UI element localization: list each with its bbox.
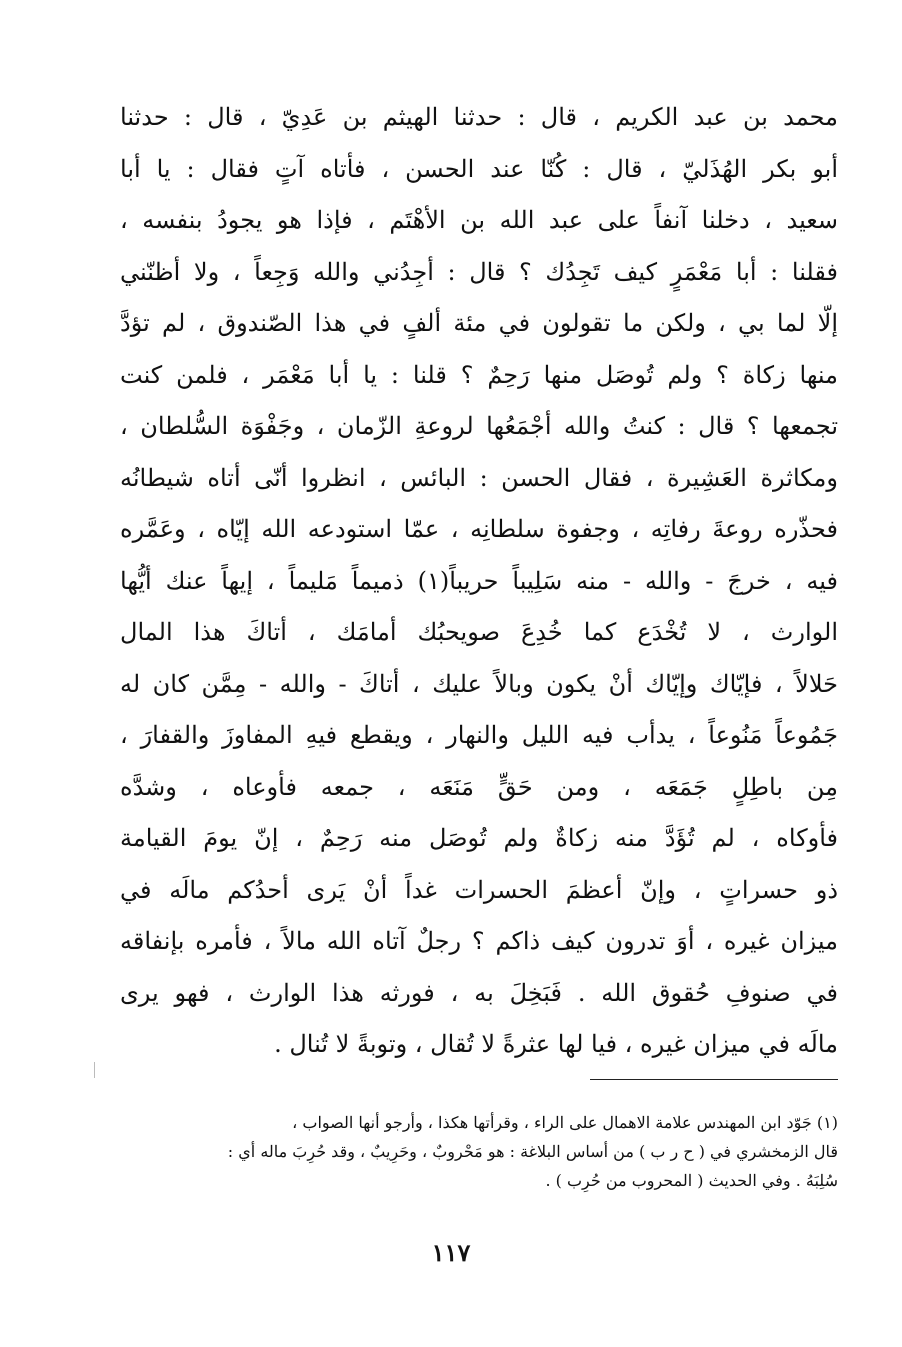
- text-line: ومكاثرة العَشِيرة ، فقال الحسن : البائس ، انظروا أنّى أتاه شيطانُه: [120, 463, 838, 492]
- text-line: ميزان غيره ، أوَ تدرون كيف ذاكم ؟ رجلٌ آتاه الله مالاً ، فأمره بإنفاقه: [120, 927, 838, 955]
- text-line: أبو بكر الهُذَليّ ، قال : كُنّا عند الحسن ، فأتاه آتٍ فقال : يا أبا: [120, 154, 838, 183]
- text-line: مِن باطِلٍ جَمَعَه ، ومن حَقٍّ مَنَعَه ، جمعه فأوعاه ، وشدَّه: [120, 772, 838, 801]
- text-line: ذو حسراتٍ ، وإنّ أعظمَ الحسرات غداً أنْ يَرى أحدُكم مالَه في: [120, 875, 838, 904]
- footnote-line: (١) جَوّد ابن المهندس علامة الاهمال على الراء ، وقرأتها هكذا ، وأرجو أنها الصواب ،: [292, 1113, 838, 1132]
- text-line: سعيد ، دخلنا آنفاً على عبد الله بن الأهْتَم ، فإذا هو يجودُ بنفسه ،: [120, 206, 838, 234]
- text-line: جَمُوعاً مَنُوعاً ، يدأب فيه الليل والنهار ، ويقطع فيهِ المفاوزَ والقفارَ ،: [120, 721, 838, 749]
- text-line: في صنوفِ حُقوق الله . فَبَخِلَ به ، فورثه هذا الوارث ، فهو يرى: [120, 978, 838, 1007]
- footnote-line: سُلِبَهُ . وفي الحديث ( المحروب من حُرِب ) .: [545, 1171, 838, 1190]
- text-line: إلّا لما بي ، ولكن ما تقولون في مئة ألفٍ في هذا الصّندوق ، لم تؤدَّ: [120, 309, 838, 337]
- footnotes-block: [120, 1108, 838, 1195]
- text-line: الوارث ، لا تُخْدَع كما خُدِعَ صويحبُك أمامَك ، أتاكَ هذا المال: [120, 618, 838, 646]
- text-line: فقلنا : أبا مَعْمَرٍ كيف تَجِدُك ؟ قال : أجِدُني والله وَجِعاً ، ولا أظنّني: [120, 257, 838, 286]
- text-line: محمد بن عبد الكريم ، قال : حدثنا الهيثم بن عَدِيّ ، قال : حدثنا: [120, 103, 838, 131]
- footnote-separator: [590, 1079, 838, 1080]
- main-text-block: [120, 92, 838, 1071]
- text-line: منها زكاة ؟ ولم تُوصَل منها رَحِمٌ ؟ قلنا : يا أبا مَعْمَر ، فلمن كنت: [120, 360, 838, 389]
- text-line: حَلالاً ، فإيّاك وإيّاك أنْ يكون وبالاً عليك ، أتاكَ - والله - مِمَّن كان له: [120, 669, 838, 698]
- text-line: فأوكاه ، لم تُؤَدَّ منه زكاةٌ ولم تُوصَل منه رَحِمٌ ، إنّ يومَ القيامة: [120, 824, 838, 852]
- page-number: ١١٧: [431, 1238, 471, 1267]
- text-line: مالَه في ميزان غيره ، فيا لها عثرةً لا تُقال ، وتوبةً لا تُنال .: [274, 1030, 838, 1058]
- text-line: تجمعها ؟ قال : كنتُ والله أجْمَعُها لروعةِ الزّمان ، وجَفْوَة السُّلطان ،: [120, 412, 838, 440]
- margin-mark: [94, 1062, 95, 1078]
- footnote-line: قال الزمخشري في ( ح ر ب ) من أساس البلاغة : هو مَحْروبٌ ، وحَرِيبٌ ، وقد حُرِبَ ماله أي :: [227, 1142, 838, 1161]
- text-line: فحذّره روعةَ رفاتِه ، وجفوة سلطانِه ، عمّا استودعه الله إيّاه ، وعَمَّره: [120, 515, 838, 543]
- text-line: فيه ، خرجَ - والله - منه سَلِيباً حريباً(١) ذميماً مَليماً ، إيهاً عنك أيُّها: [120, 566, 838, 595]
